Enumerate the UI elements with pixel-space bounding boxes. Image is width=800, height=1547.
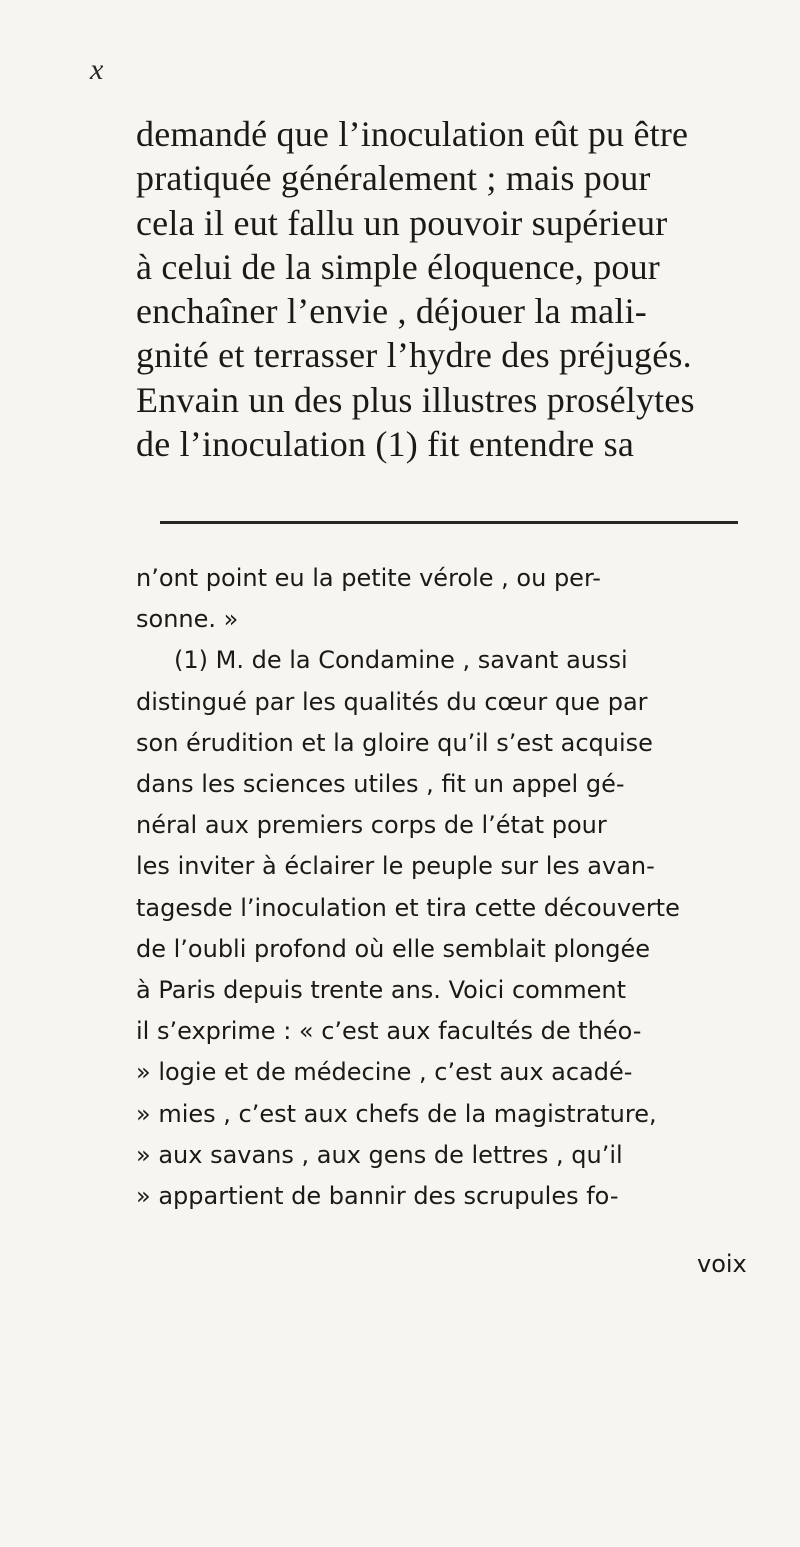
footnote-line: (1) M. de la Condamine , savant aussi — [174, 646, 628, 675]
catchword: voix — [697, 1250, 747, 1278]
main-line: enchaîner l’envie , déjouer la mali- — [136, 291, 647, 332]
footnote-line: distingué par les qualités du cœur que par — [136, 687, 648, 716]
footnote-line: tagesde l’inoculation et tira cette découverte — [136, 893, 680, 922]
main-line: pratiquée généralement ; mais pour — [136, 158, 651, 199]
footnote-line: néral aux premiers corps de l’état pour — [136, 811, 607, 840]
page-number: x — [90, 53, 104, 86]
footnote-divider — [160, 521, 738, 524]
footnote-text — [136, 558, 786, 1217]
main-text — [136, 112, 776, 466]
footnote-line: sonne. » — [136, 605, 239, 634]
main-line: Envain un des plus illustres prosélytes — [136, 379, 695, 420]
main-line: gnité et terrasser l’hydre des préjugés. — [136, 335, 692, 376]
footnote-line: dans les sciences utiles , fit un appel gé- — [136, 770, 625, 799]
main-line: demandé que l’inoculation eût pu être — [136, 114, 689, 154]
main-line: de l’inoculation (1) fit entendre sa — [136, 424, 635, 465]
footnote-line: de l’oubli profond où elle semblait plongée — [136, 934, 651, 963]
footnote-line: » mies , c’est aux chefs de la magistrature, — [136, 1099, 657, 1128]
footnote-line: son érudition et la gloire qu’il s’est acquise — [136, 728, 653, 757]
footnote-line: n’ont point eu la petite vérole , ou per- — [136, 564, 601, 592]
footnote-line: les inviter à éclairer le peuple sur les avan- — [136, 852, 655, 881]
footnote-line: » logie et de médecine , c’est aux acadé- — [136, 1058, 633, 1087]
footnote-line: » appartient de bannir des scrupules fo- — [136, 1182, 619, 1211]
footnote-line: » aux savans , aux gens de lettres , qu’il — [136, 1140, 623, 1169]
footnote-line: il s’exprime : « c’est aux facultés de théo- — [136, 1017, 642, 1046]
main-line: cela il eut fallu un pouvoir supérieur — [136, 202, 668, 243]
main-line: à celui de la simple éloquence, pour — [136, 246, 660, 287]
footnote-line: à Paris depuis trente ans. Voici comment — [136, 976, 626, 1005]
